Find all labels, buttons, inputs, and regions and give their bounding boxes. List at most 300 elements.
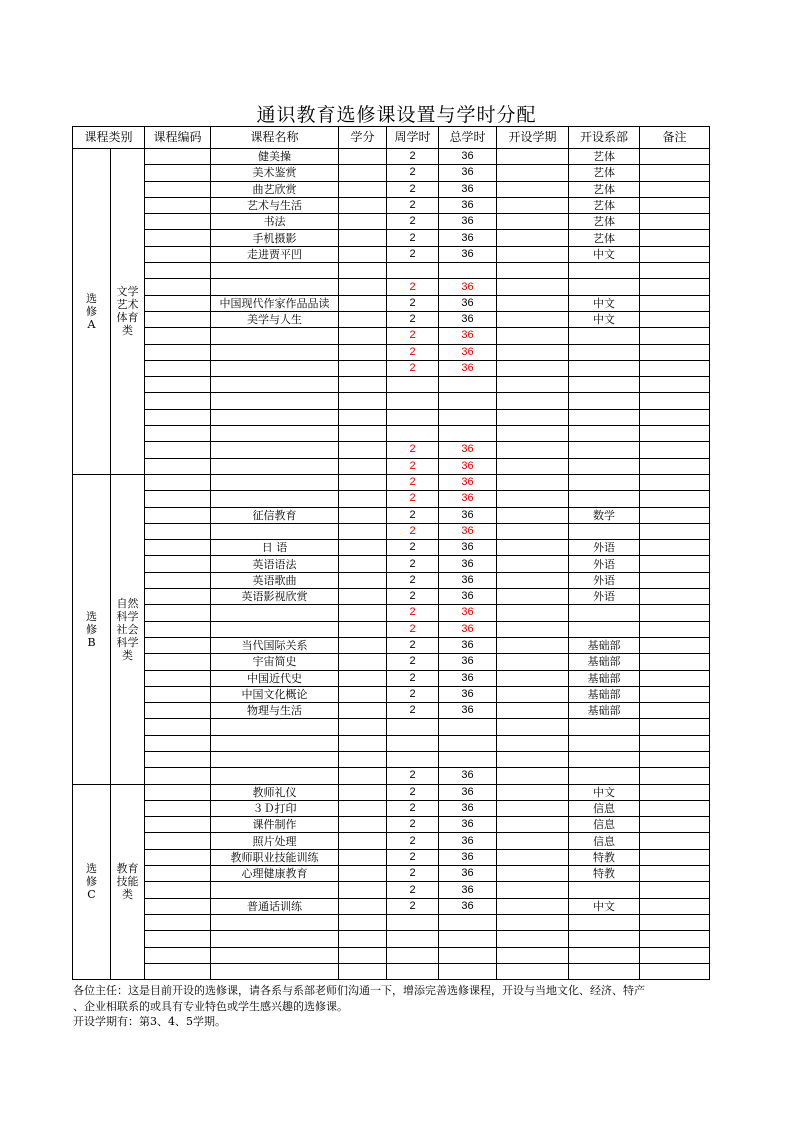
credit-cell xyxy=(339,784,387,800)
remarks-cell xyxy=(640,637,710,653)
table-row xyxy=(73,181,710,197)
weekly-hours-cell: 2 xyxy=(387,181,439,197)
course-name-cell xyxy=(211,621,339,637)
credit-cell xyxy=(339,426,387,442)
page-title: 通识教育选修课设置与学时分配 xyxy=(256,104,537,126)
weekly-hours-cell: 2 xyxy=(387,898,439,914)
semester-cell xyxy=(497,474,569,490)
remarks-cell xyxy=(640,719,710,735)
table-row xyxy=(73,344,710,360)
credit-cell xyxy=(339,833,387,849)
course-name-cell: 教师职业技能训练 xyxy=(211,849,339,865)
remarks-cell xyxy=(640,898,710,914)
weekly-hours-cell xyxy=(387,735,439,751)
semester-cell xyxy=(497,605,569,621)
department-cell xyxy=(569,605,640,621)
remarks-cell xyxy=(640,768,710,784)
remarks-cell xyxy=(640,931,710,947)
table-header-row xyxy=(73,127,710,149)
course-code-cell xyxy=(145,589,211,605)
table-row xyxy=(73,800,710,816)
table-row xyxy=(73,393,710,409)
department-cell: 特教 xyxy=(569,866,640,882)
credit-cell xyxy=(339,931,387,947)
semester-cell xyxy=(497,491,569,507)
semester-cell xyxy=(497,833,569,849)
course-code-cell xyxy=(145,784,211,800)
group-label xyxy=(73,784,111,980)
semester-cell xyxy=(497,556,569,572)
footer-line: 开设学期有：第3、4、5学期。 xyxy=(73,1015,226,1028)
remarks-cell xyxy=(640,589,710,605)
table-row xyxy=(73,589,710,605)
department-cell: 艺体 xyxy=(569,230,640,246)
remarks-cell xyxy=(640,246,710,262)
weekly-hours-cell: 2 xyxy=(387,474,439,490)
total-hours-cell: 36 xyxy=(439,833,497,849)
total-hours-cell xyxy=(439,751,497,767)
total-hours-cell: 36 xyxy=(439,572,497,588)
total-hours-cell: 36 xyxy=(439,654,497,670)
credit-cell xyxy=(339,670,387,686)
semester-cell xyxy=(497,866,569,882)
department-cell: 艺体 xyxy=(569,165,640,181)
course-name-cell: 英语歌曲 xyxy=(211,572,339,588)
remarks-cell xyxy=(640,426,710,442)
remarks-cell xyxy=(640,800,710,816)
course-code-cell xyxy=(145,458,211,474)
category-label-line: 类 xyxy=(122,648,133,662)
course-name-cell xyxy=(211,377,339,393)
total-hours-cell: 36 xyxy=(439,311,497,327)
weekly-hours-cell: 2 xyxy=(387,214,439,230)
table-row xyxy=(73,507,710,523)
course-name-cell xyxy=(211,768,339,784)
table-row xyxy=(73,295,710,311)
table-row xyxy=(73,866,710,882)
category-label-line: 艺术 xyxy=(116,298,139,312)
credit-cell xyxy=(339,295,387,311)
semester-cell xyxy=(497,849,569,865)
table-body xyxy=(73,149,710,980)
semester-cell xyxy=(497,768,569,784)
remarks-cell xyxy=(640,393,710,409)
credit-cell xyxy=(339,214,387,230)
table-row xyxy=(73,540,710,556)
weekly-hours-cell: 2 xyxy=(387,817,439,833)
total-hours-cell xyxy=(439,263,497,279)
remarks-cell xyxy=(640,914,710,930)
total-hours-cell: 36 xyxy=(439,474,497,490)
course-code-cell xyxy=(145,686,211,702)
course-code-cell xyxy=(145,197,211,213)
remarks-cell xyxy=(640,442,710,458)
course-name-cell: 中国近代史 xyxy=(211,670,339,686)
course-code-cell xyxy=(145,654,211,670)
table-row xyxy=(73,442,710,458)
semester-cell xyxy=(497,181,569,197)
header-total-hours: 总学时 xyxy=(439,127,497,149)
course-code-cell xyxy=(145,572,211,588)
course-name-cell: 健美操 xyxy=(211,149,339,165)
table-row xyxy=(73,605,710,621)
course-code-cell xyxy=(145,817,211,833)
weekly-hours-cell xyxy=(387,263,439,279)
department-cell: 中文 xyxy=(569,898,640,914)
course-name-cell xyxy=(211,458,339,474)
course-code-cell xyxy=(145,523,211,539)
department-cell xyxy=(569,474,640,490)
course-name-cell xyxy=(211,751,339,767)
weekly-hours-cell xyxy=(387,947,439,963)
total-hours-cell: 36 xyxy=(439,784,497,800)
total-hours-cell: 36 xyxy=(439,637,497,653)
table-row xyxy=(73,328,710,344)
total-hours-cell: 36 xyxy=(439,605,497,621)
credit-cell xyxy=(339,735,387,751)
course-code-cell xyxy=(145,849,211,865)
table-row xyxy=(73,149,710,165)
course-code-cell xyxy=(145,246,211,262)
total-hours-cell: 36 xyxy=(439,866,497,882)
course-name-cell: 中国文化概论 xyxy=(211,686,339,702)
table-row xyxy=(73,360,710,376)
table-row xyxy=(73,637,710,653)
header-name: 课程名称 xyxy=(211,127,339,149)
semester-cell xyxy=(497,360,569,376)
table-row xyxy=(73,686,710,702)
course-name-cell: 教师礼仪 xyxy=(211,784,339,800)
credit-cell xyxy=(339,165,387,181)
total-hours-cell: 36 xyxy=(439,849,497,865)
total-hours-cell: 36 xyxy=(439,703,497,719)
course-code-cell xyxy=(145,442,211,458)
course-code-cell xyxy=(145,833,211,849)
course-name-cell: 美术鉴赏 xyxy=(211,165,339,181)
table-row xyxy=(73,572,710,588)
semester-cell xyxy=(497,947,569,963)
credit-cell xyxy=(339,817,387,833)
semester-cell xyxy=(497,882,569,898)
credit-cell xyxy=(339,800,387,816)
weekly-hours-cell: 2 xyxy=(387,458,439,474)
department-cell: 艺体 xyxy=(569,181,640,197)
table-row xyxy=(73,654,710,670)
category-label-line: 社会 xyxy=(116,622,139,636)
course-name-cell: 当代国际关系 xyxy=(211,637,339,653)
remarks-cell xyxy=(640,328,710,344)
total-hours-cell: 36 xyxy=(439,523,497,539)
credit-cell xyxy=(339,393,387,409)
remarks-cell xyxy=(640,377,710,393)
remarks-cell xyxy=(640,833,710,849)
department-cell xyxy=(569,523,640,539)
credit-cell xyxy=(339,768,387,784)
total-hours-cell xyxy=(439,409,497,425)
table-row xyxy=(73,670,710,686)
header-code: 课程编码 xyxy=(145,127,211,149)
credit-cell xyxy=(339,507,387,523)
course-code-cell xyxy=(145,360,211,376)
table-row xyxy=(73,377,710,393)
total-hours-cell: 36 xyxy=(439,149,497,165)
department-cell: 基础部 xyxy=(569,637,640,653)
semester-cell xyxy=(497,246,569,262)
semester-cell xyxy=(497,735,569,751)
category-label-line: 科学 xyxy=(116,635,139,649)
semester-cell xyxy=(497,214,569,230)
course-name-cell xyxy=(211,279,339,295)
weekly-hours-cell xyxy=(387,409,439,425)
footer-note xyxy=(73,983,713,1030)
weekly-hours-cell xyxy=(387,426,439,442)
course-code-cell xyxy=(145,426,211,442)
group-label-line: 修 xyxy=(86,875,97,889)
department-cell: 中文 xyxy=(569,784,640,800)
course-name-cell xyxy=(211,735,339,751)
table-row xyxy=(73,751,710,767)
credit-cell xyxy=(339,605,387,621)
semester-cell xyxy=(497,817,569,833)
course-code-cell xyxy=(145,703,211,719)
weekly-hours-cell: 2 xyxy=(387,328,439,344)
table-row xyxy=(73,214,710,230)
course-name-cell: 手机摄影 xyxy=(211,230,339,246)
table-row xyxy=(73,914,710,930)
department-cell: 基础部 xyxy=(569,670,640,686)
remarks-cell xyxy=(640,735,710,751)
semester-cell xyxy=(497,279,569,295)
semester-cell xyxy=(497,328,569,344)
weekly-hours-cell: 2 xyxy=(387,556,439,572)
department-cell xyxy=(569,735,640,751)
category-label-line: 类 xyxy=(122,324,133,338)
credit-cell xyxy=(339,344,387,360)
credit-cell xyxy=(339,849,387,865)
course-code-cell xyxy=(145,295,211,311)
course-name-cell: 艺术与生活 xyxy=(211,197,339,213)
course-name-cell xyxy=(211,914,339,930)
course-name-cell: 照片处理 xyxy=(211,833,339,849)
department-cell xyxy=(569,409,640,425)
department-cell: 特教 xyxy=(569,849,640,865)
remarks-cell xyxy=(640,149,710,165)
department-cell xyxy=(569,882,640,898)
department-cell: 数学 xyxy=(569,507,640,523)
semester-cell xyxy=(497,149,569,165)
course-name-cell: 美学与人生 xyxy=(211,311,339,327)
course-code-cell xyxy=(145,328,211,344)
semester-cell xyxy=(497,344,569,360)
header-weekly-hours: 周学时 xyxy=(387,127,439,149)
semester-cell xyxy=(497,621,569,637)
course-code-cell xyxy=(145,165,211,181)
credit-cell xyxy=(339,866,387,882)
remarks-cell xyxy=(640,963,710,979)
course-name-cell xyxy=(211,442,339,458)
course-name-cell xyxy=(211,426,339,442)
course-code-cell xyxy=(145,914,211,930)
table-row xyxy=(73,523,710,539)
semester-cell xyxy=(497,784,569,800)
semester-cell xyxy=(497,295,569,311)
credit-cell xyxy=(339,963,387,979)
course-name-cell xyxy=(211,360,339,376)
header-credit: 学分 xyxy=(339,127,387,149)
credit-cell xyxy=(339,540,387,556)
semester-cell xyxy=(497,311,569,327)
table-row xyxy=(73,849,710,865)
department-cell xyxy=(569,426,640,442)
course-name-cell: 征信教育 xyxy=(211,507,339,523)
remarks-cell xyxy=(640,474,710,490)
department-cell xyxy=(569,947,640,963)
table-row xyxy=(73,426,710,442)
table-row xyxy=(73,491,710,507)
total-hours-cell: 36 xyxy=(439,507,497,523)
weekly-hours-cell: 2 xyxy=(387,246,439,262)
course-table xyxy=(72,126,710,980)
department-cell xyxy=(569,328,640,344)
semester-cell xyxy=(497,165,569,181)
weekly-hours-cell xyxy=(387,393,439,409)
weekly-hours-cell: 2 xyxy=(387,165,439,181)
department-cell: 基础部 xyxy=(569,686,640,702)
course-name-cell xyxy=(211,719,339,735)
credit-cell xyxy=(339,572,387,588)
group-label xyxy=(73,474,111,784)
department-cell: 基础部 xyxy=(569,654,640,670)
weekly-hours-cell: 2 xyxy=(387,703,439,719)
course-code-cell xyxy=(145,768,211,784)
weekly-hours-cell: 2 xyxy=(387,589,439,605)
course-name-cell: 英语语法 xyxy=(211,556,339,572)
table-row xyxy=(73,263,710,279)
semester-cell xyxy=(497,589,569,605)
course-code-cell xyxy=(145,279,211,295)
weekly-hours-cell: 2 xyxy=(387,523,439,539)
credit-cell xyxy=(339,686,387,702)
weekly-hours-cell: 2 xyxy=(387,344,439,360)
remarks-cell xyxy=(640,523,710,539)
weekly-hours-cell: 2 xyxy=(387,686,439,702)
table-row xyxy=(73,898,710,914)
course-name-cell: 中国现代作家作品品读 xyxy=(211,295,339,311)
course-code-cell xyxy=(145,670,211,686)
total-hours-cell xyxy=(439,393,497,409)
semester-cell xyxy=(497,703,569,719)
table-row xyxy=(73,621,710,637)
remarks-cell xyxy=(640,686,710,702)
group-label-line: 修 xyxy=(86,304,97,318)
group-label-line: 选 xyxy=(86,862,97,876)
category-label-line: 类 xyxy=(122,888,133,902)
total-hours-cell xyxy=(439,914,497,930)
remarks-cell xyxy=(640,751,710,767)
credit-cell xyxy=(339,458,387,474)
department-cell: 外语 xyxy=(569,589,640,605)
course-name-cell xyxy=(211,474,339,490)
course-code-cell xyxy=(145,605,211,621)
weekly-hours-cell: 2 xyxy=(387,279,439,295)
weekly-hours-cell: 2 xyxy=(387,800,439,816)
semester-cell xyxy=(497,442,569,458)
remarks-cell xyxy=(640,621,710,637)
course-code-cell xyxy=(145,507,211,523)
department-cell xyxy=(569,914,640,930)
department-cell xyxy=(569,963,640,979)
total-hours-cell: 36 xyxy=(439,768,497,784)
weekly-hours-cell: 2 xyxy=(387,849,439,865)
total-hours-cell: 36 xyxy=(439,181,497,197)
course-code-cell xyxy=(145,621,211,637)
course-code-cell xyxy=(145,409,211,425)
table-row xyxy=(73,458,710,474)
credit-cell xyxy=(339,914,387,930)
table-row xyxy=(73,833,710,849)
total-hours-cell: 36 xyxy=(439,882,497,898)
department-cell xyxy=(569,931,640,947)
course-name-cell xyxy=(211,328,339,344)
department-cell xyxy=(569,279,640,295)
course-name-cell xyxy=(211,491,339,507)
remarks-cell xyxy=(640,295,710,311)
semester-cell xyxy=(497,800,569,816)
group-label-line: A xyxy=(87,317,96,331)
department-cell xyxy=(569,360,640,376)
semester-cell xyxy=(497,230,569,246)
remarks-cell xyxy=(640,849,710,865)
credit-cell xyxy=(339,360,387,376)
department-cell: 外语 xyxy=(569,572,640,588)
remarks-cell xyxy=(640,197,710,213)
table-row xyxy=(73,409,710,425)
total-hours-cell xyxy=(439,377,497,393)
category-label xyxy=(111,474,145,784)
weekly-hours-cell: 2 xyxy=(387,442,439,458)
table-row xyxy=(73,556,710,572)
weekly-hours-cell: 2 xyxy=(387,197,439,213)
total-hours-cell xyxy=(439,963,497,979)
weekly-hours-cell: 2 xyxy=(387,572,439,588)
credit-cell xyxy=(339,474,387,490)
total-hours-cell: 36 xyxy=(439,589,497,605)
semester-cell xyxy=(497,637,569,653)
group-label-line: 选 xyxy=(86,609,97,623)
table-row xyxy=(73,703,710,719)
credit-cell xyxy=(339,637,387,653)
course-name-cell: 课件制作 xyxy=(211,817,339,833)
course-name-cell: 普通话训练 xyxy=(211,898,339,914)
footer-line: 、企业相联系的或具有专业特色或学生感兴趣的选修课。 xyxy=(73,999,348,1013)
table-row xyxy=(73,882,710,898)
semester-cell xyxy=(497,426,569,442)
weekly-hours-cell xyxy=(387,719,439,735)
department-cell: 外语 xyxy=(569,540,640,556)
course-name-cell xyxy=(211,605,339,621)
total-hours-cell: 36 xyxy=(439,670,497,686)
course-name-cell xyxy=(211,947,339,963)
course-code-cell xyxy=(145,882,211,898)
weekly-hours-cell: 2 xyxy=(387,882,439,898)
group-label-line: 修 xyxy=(86,622,97,636)
department-cell xyxy=(569,442,640,458)
total-hours-cell: 36 xyxy=(439,686,497,702)
course-name-cell: ３Ｄ打印 xyxy=(211,800,339,816)
weekly-hours-cell: 2 xyxy=(387,491,439,507)
weekly-hours-cell: 2 xyxy=(387,149,439,165)
group-label-line: C xyxy=(87,888,96,902)
